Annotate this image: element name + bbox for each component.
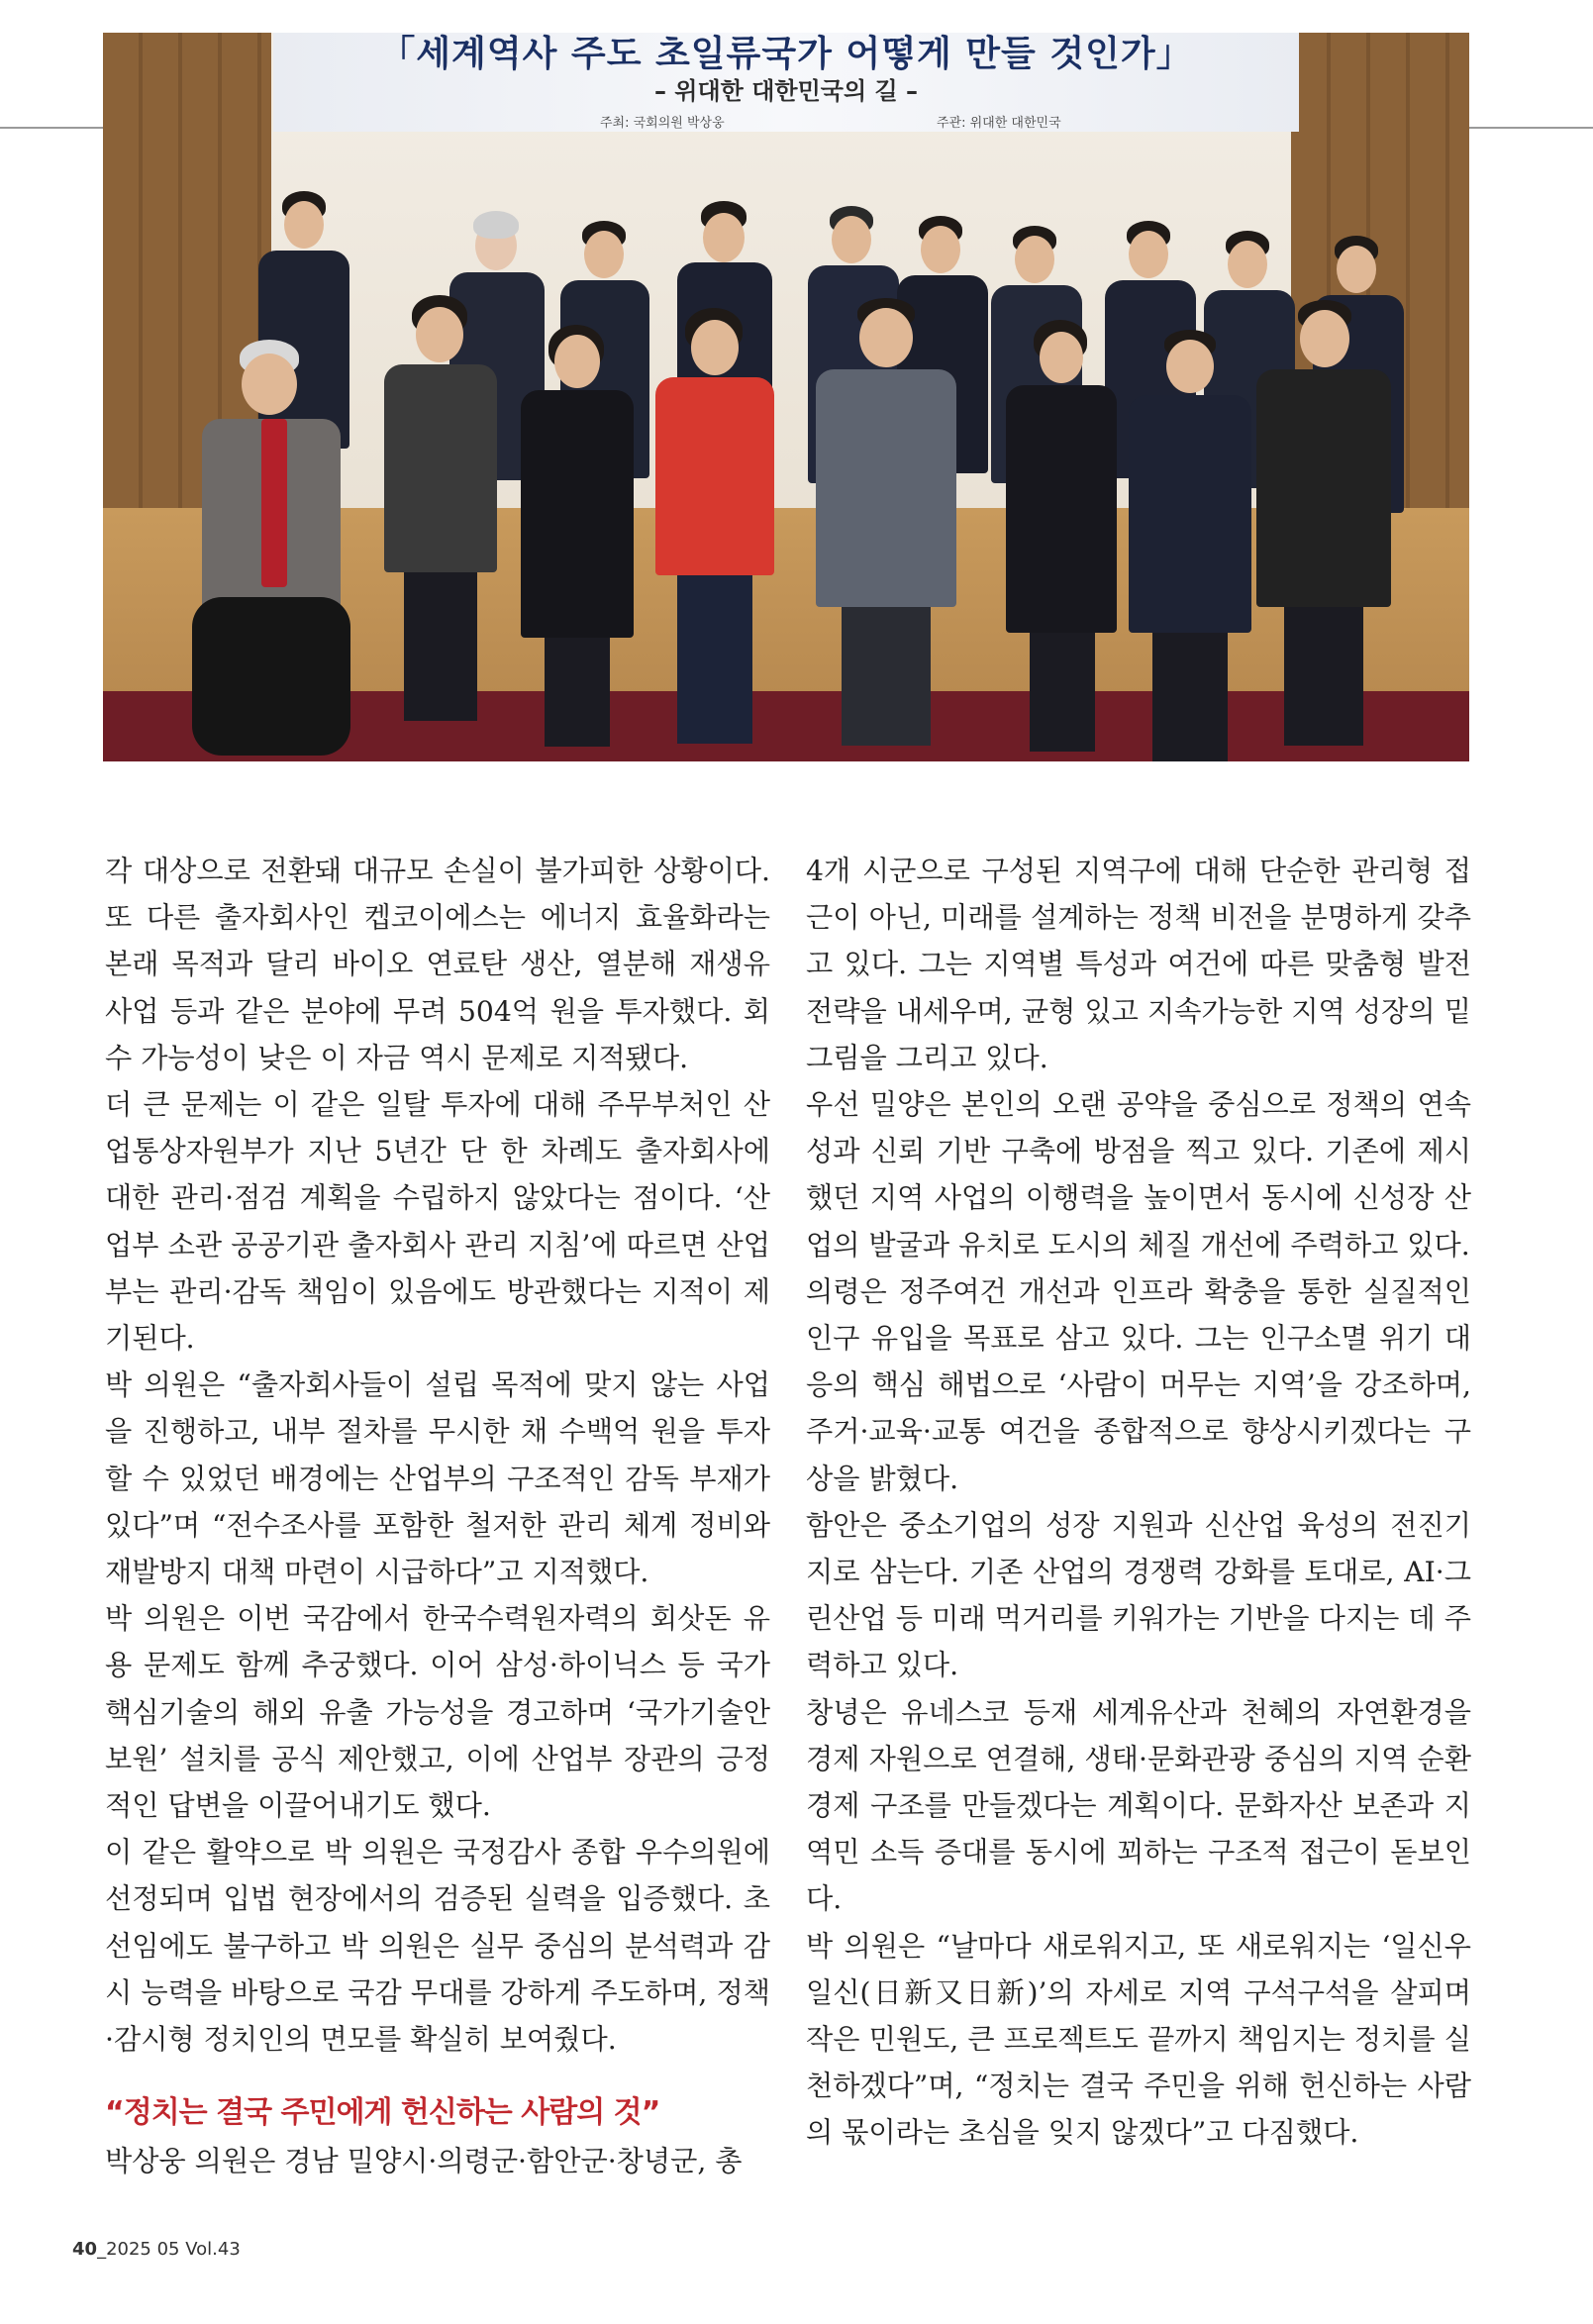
article-column-left: [105, 848, 770, 2184]
body-paragraph: 함안은 중소기업의 성장 지원과 신산업 육성의 전진기지로 삼는다. 기존 산업의 경쟁력 강화를 토대로, AI·그린산업 등 미래 먹거리를 키워가는 기반을 다지는 데 주력하고 있다.: [806, 1508, 1471, 1682]
section-heading: “정치는 결국 주민에게 헌신하는 사람의 것”: [105, 2095, 660, 2131]
article-column-right: [806, 848, 1471, 2157]
body-paragraph: 더 큰 문제는 이 같은 일탈 투자에 대해 주무부처인 산업통상자원부가 지난 5년간 단 한 차례도 출자회사에 대한 관리·점검 계획을 수립하지 않았다는 점이다. ‘산업부 소관 공공기관 출자회사 관리 지침’에 따르면 산업부는 관리·감독 책임이 있음에도 방관했다는 지적이 제기된다.: [105, 1088, 770, 1356]
body-paragraph: 각 대상으로 전환돼 대규모 손실이 불가피한 상황이다. 또 다른 출자회사인 켑코이에스는 에너지 효율화라는 본래 목적과 달리 바이오 연료탄 생산, 열분해 재생유 사업 등과 같은 분야에 무려 504억 원을 투자했다. 회수 가능성이 낮은 이 자금 역시 문제로 지적됐다.: [105, 855, 770, 1074]
body-paragraph: 창녕은 유네스코 등재 세계유산과 천혜의 자연환경을 경제 자원으로 연결해, 생태·문화관광 중심의 지역 순환경제 구조를 만들겠다는 계획이다. 문화자산 보존과 지역민 소득 증대를 동시에 꾀하는 구조적 접근이 돋보인다.: [806, 1695, 1471, 1916]
banner-organizer: 주관: 위대한 대한민국: [937, 116, 1061, 131]
event-banner: [273, 33, 1299, 132]
top-rule-left: [0, 127, 103, 129]
body-paragraph: 4개 시군으로 구성된 지역구에 대해 단순한 관리형 접근이 아닌, 미래를 설계하는 정책 비전을 분명하게 갖추고 있다. 그는 지역별 특성과 여건에 따른 맞춤형 발전 전략을 내세우며, 균형 있고 지속가능한 지역 성장의 밑그림을 그리고 있다.: [806, 855, 1471, 1074]
body-paragraph: 우선 밀양은 본인의 오랜 공약을 중심으로 정책의 연속성과 신뢰 기반 구축에 방점을 찍고 있다. 기존에 제시했던 지역 사업의 이행력을 높이면서 동시에 신성장 산업의 발굴과 유치로 도시의 체질 개선에 주력하고 있다.: [806, 1088, 1471, 1262]
body-paragraph: 박 의원은 이번 국감에서 한국수력원자력의 회삿돈 유용 문제도 함께 추궁했다. 이어 삼성·하이닉스 등 국가 핵심기술의 해외 유출 가능성을 경고하며 ‘국가기술안보원’ 설치를 공식 제안했고, 이에 산업부 장관의 긍정적인 답변을 이끌어내기도 했다.: [105, 1602, 770, 1823]
issue-info: _2025 05 Vol.43: [97, 2239, 241, 2260]
page-folio: [72, 2239, 241, 2260]
top-rule-right: [1469, 127, 1593, 129]
body-paragraph: 이 같은 활약으로 박 의원은 국정감사 종합 우수의원에 선정되며 입법 현장에서의 검증된 실력을 입증했다. 초선임에도 불구하고 박 의원은 실무 중심의 분석력과 감시 능력을 바탕으로 국감 무대를 강하게 주도하며, 정책·감시형 정치인의 면모를 확실히 보여줬다.: [105, 1836, 770, 2057]
body-paragraph: 박상웅 의원은 경남 밀양시·의령군·함안군·창녕군, 총: [105, 2145, 743, 2178]
banner-host: 주최: 국회의원 박상웅: [600, 116, 725, 131]
body-paragraph: 박 의원은 “날마다 새로워지고, 또 새로워지는 ‘일신우일신(日新又日新)’의 자세로 지역 구석구석을 살피며 작은 민원도, 큰 프로젝트도 끝까지 책임지는 정치를 실천하겠다”며, “정치는 결국 주민을 위해 헌신하는 사람의 몫이라는 초심을 잊지 않겠다”고 다짐했다.: [806, 1929, 1471, 2150]
page-number: 40: [72, 2239, 98, 2260]
banner-title: 「세계역사 주도 초일류국가 어떻게 만들 것인가」: [379, 34, 1193, 74]
body-paragraph: 박 의원은 “출자회사들이 설립 목적에 맞지 않는 사업을 진행하고, 내부 절차를 무시한 채 수백억 원을 투자할 수 있었던 배경에는 산업부의 구조적인 감독 부재가 있다”며 “전수조사를 포함한 철저한 관리 체계 정비와 재발방지 대책 마련이 시급하다”고 지적했다.: [105, 1368, 770, 1589]
event-photo: [103, 33, 1469, 761]
banner-subtitle: – 위대한 대한민국의 길 –: [653, 77, 919, 105]
body-paragraph: 의령은 정주여건 개선과 인프라 확충을 통한 실질적인 인구 유입을 목표로 삼고 있다. 그는 인구소멸 위기 대응의 핵심 해법으로 ‘사람이 머무는 지역’을 강조하며, 주거·교육·교통 여건을 종합적으로 향상시키겠다는 구상을 밝혔다.: [806, 1274, 1471, 1495]
